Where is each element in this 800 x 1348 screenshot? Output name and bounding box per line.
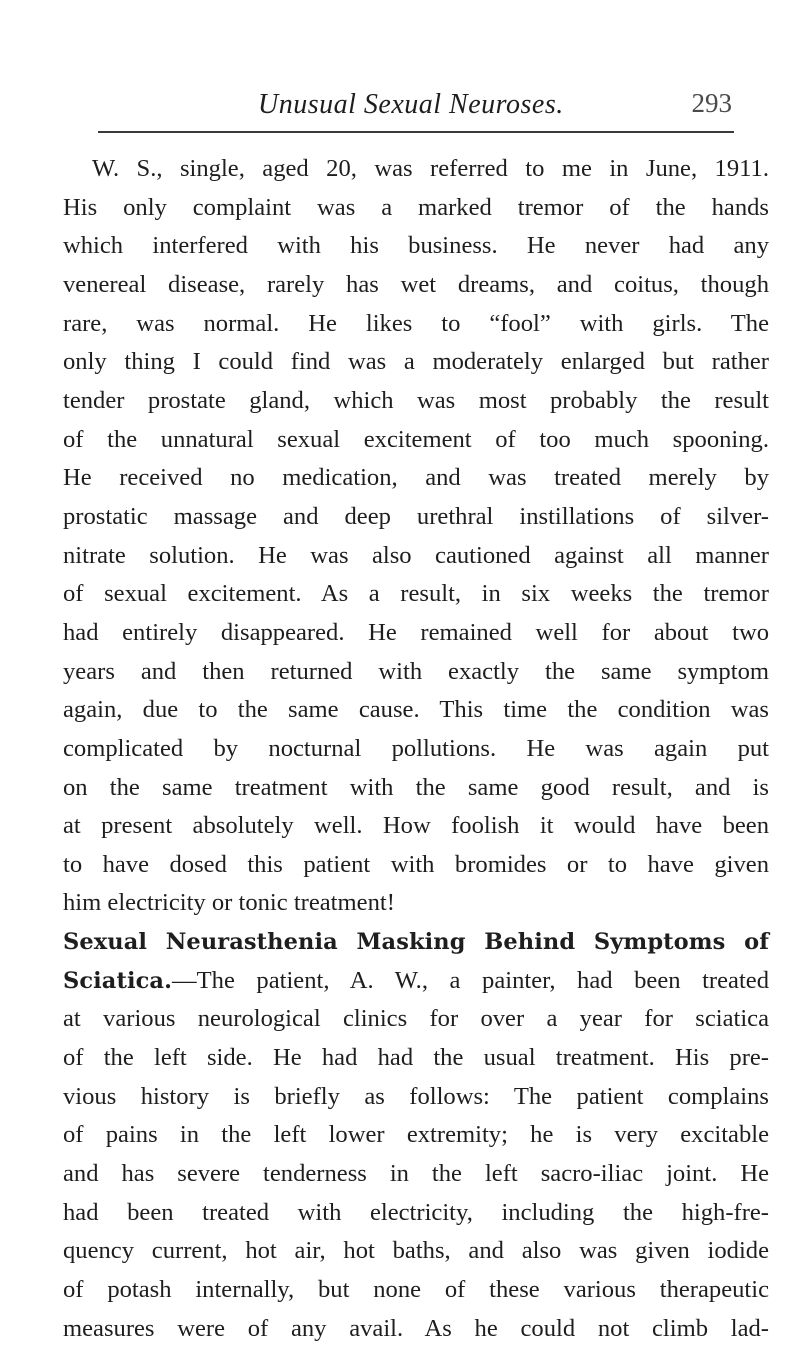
text-line: at various neurological clinics for over a year for sciatica xyxy=(63,1005,769,1033)
text-line: again, due to the same cause. This time the condition was xyxy=(63,696,769,724)
text-line: complicated by nocturnal pollutions. He was again put xyxy=(63,734,769,762)
text-line: and has severe tenderness in the left sacro-iliac joint. He xyxy=(63,1160,769,1188)
section-heading: Sexual Neurasthenia Masking Behind Symptoms of xyxy=(63,929,769,956)
text-line: He received no medication, and was treated merely by xyxy=(63,464,769,492)
running-title: Unusual Sexual Neuroses. xyxy=(258,89,564,120)
header-rule xyxy=(98,131,734,133)
page-number: 293 xyxy=(691,88,732,118)
text-line: which interfered with his business. He never had any xyxy=(63,232,769,260)
text-line: nitrate solution. He was also cautioned against all manner xyxy=(63,541,769,569)
text-line: venereal disease, rarely has wet dreams, and coitus, though xyxy=(63,270,769,298)
text-line: tender prostate gland, which was most probably the result xyxy=(63,386,769,414)
text-line: years and then returned with exactly the same symptom xyxy=(63,657,769,685)
body-text xyxy=(63,150,769,1348)
text-line: quency current, hot air, hot baths, and also was given iodide xyxy=(63,1237,769,1265)
text-line: prostatic massage and deep urethral instillations of silver- xyxy=(63,502,769,530)
text-line xyxy=(63,962,769,1001)
text-line: him electricity or tonic treatment! xyxy=(63,889,395,917)
text-line: on the same treatment with the same good result, and is xyxy=(63,773,769,801)
text-line: had entirely disappeared. He remained well for about two xyxy=(63,618,769,646)
text-line: of potash internally, but none of these various therapeutic xyxy=(63,1276,769,1304)
text-line: measures were of any avail. As he could not climb lad- xyxy=(63,1314,769,1342)
section-opening-text: —The patient, A. W., a painter, had been treated xyxy=(172,966,769,994)
text-line: vious history is briefly as follows: The patient complains xyxy=(63,1082,769,1110)
text-line: only thing I could find was a moderately enlarged but rather xyxy=(63,348,769,376)
text-line: His only complaint was a marked tremor of the hands xyxy=(63,193,769,221)
section-heading-line xyxy=(63,923,769,962)
text-line: rare, was normal. He likes to “fool” with girls. The xyxy=(63,309,769,337)
text-line: to have dosed this patient with bromides or to have given xyxy=(63,850,769,878)
text-line: of the unnatural sexual excitement of too much spooning. xyxy=(63,425,769,453)
section-heading-end: Sciatica. xyxy=(63,967,173,994)
text-line: of pains in the left lower extremity; he is very excitable xyxy=(63,1121,769,1149)
running-head xyxy=(98,88,734,128)
text-line: at present absolutely well. How foolish it would have been xyxy=(63,812,769,840)
text-line: had been treated with electricity, including the high-fre- xyxy=(63,1198,769,1226)
text-line: of sexual excitement. As a result, in six weeks the tremor xyxy=(63,580,769,608)
text-line: of the left side. He had had the usual treatment. His pre- xyxy=(63,1044,769,1072)
text-line: W. S., single, aged 20, was referred to me in June, 1911. xyxy=(92,155,769,182)
